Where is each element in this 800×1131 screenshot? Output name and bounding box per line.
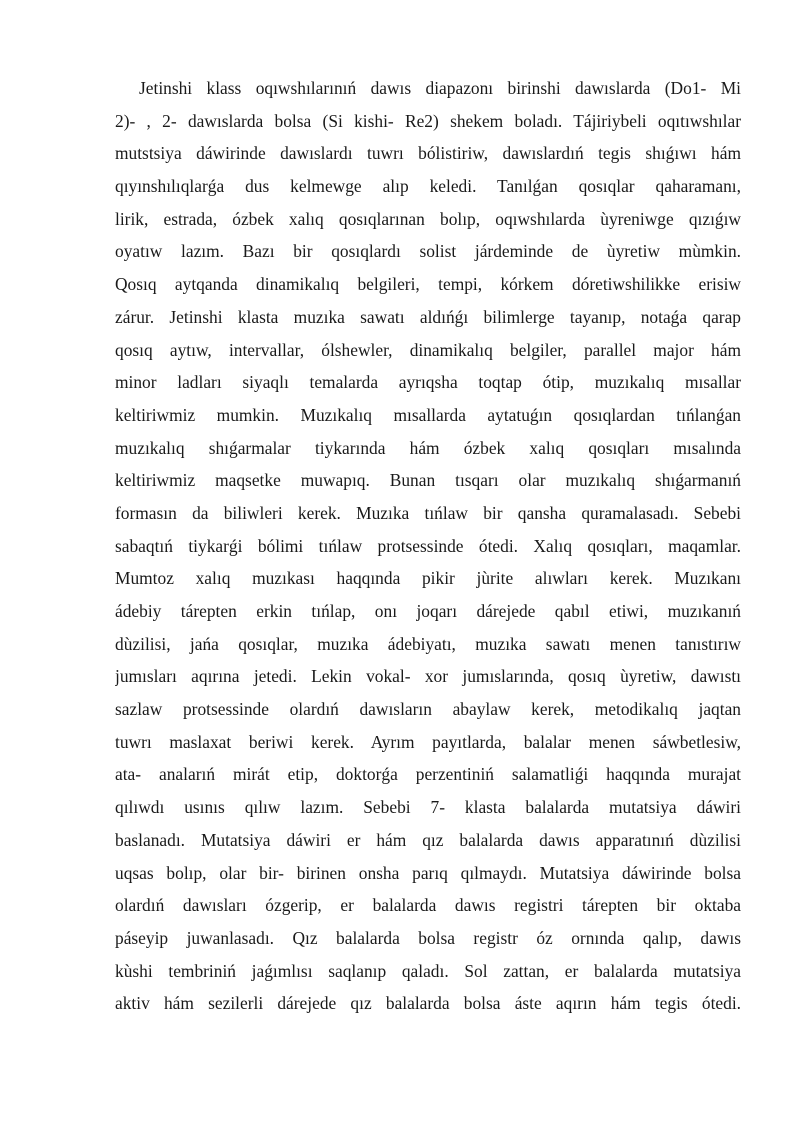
text-line: keltiriwmiz maqsetke muwapıq. Bunan tısqarı olar muzıkalıq shıǵarmanıń xyxy=(115,470,741,491)
text-line: tuwrı maslaxat beriwi kerek. Ayrım payıtlarda, balalar menen sáwbetlesiw, xyxy=(115,731,741,752)
text-line: olardıń dawısları ózgerip, er balalarda dawıs registri tárepten bir oktaba xyxy=(115,895,741,916)
body-paragraph xyxy=(115,72,741,1020)
text-line: minor ladları siyaqlı temalarda ayrıqsha toqtap ótip, muzıkalıq mısallar xyxy=(115,372,741,393)
text-line: uqsas bolıp, olar bir- birinen onsha parıq qılmaydı. Mutatsiya dáwirinde bolsa xyxy=(115,862,741,883)
text-line: oyatıw lazım. Bazı bir qosıqlardı solist járdeminde de ùyretiw mùmkin. xyxy=(115,241,741,262)
text-line: qıyınshılıqlarǵa dus kelmewge alıp keledi. Tanılǵan qosıqlar qaharamanı, xyxy=(115,176,741,197)
text-line: sabaqtıń tiykarǵi bólimi tıńlaw protsessinde ótedi. Xalıq qosıqları, maqamlar. xyxy=(115,535,741,556)
text-line: jumısları aqırına jetedi. Lekin vokal- xor jumıslarında, qosıq ùyretiw, dawıstı xyxy=(115,666,741,687)
text-line: 2)- , 2- dawıslarda bolsa (Si kishi- Re2) shekem boladı. Tájiriybeli oqıtıwshılar xyxy=(115,110,741,131)
text-line: muzıkalıq shıǵarmalar tiykarında hám ózbek xalıq qosıqları mısalında xyxy=(115,437,741,458)
text-line: sazlaw protsessinde olardıń dawısların abaylaw kerek, metodikalıq jaqtan xyxy=(115,699,741,720)
text-line: mutstsiya dáwirinde dawıslardı tuwrı bólistiriw, dawıslardıń tegis shıǵıwı hám xyxy=(115,143,741,164)
text-line: qılıwdı usınıs qılıw lazım. Sebebi 7- klasta balalarda mutatsiya dáwiri xyxy=(115,797,741,818)
text-line: ádebiy tárepten erkin tıńlap, onı joqarı dárejede qabıl etiwi, muzıkanıń xyxy=(115,601,741,621)
text-line: baslanadı. Mutatsiya dáwiri er hám qız balalarda dawıs apparatınıń dùzilisi xyxy=(115,829,741,850)
text-line: aktiv hám sezilerli dárejede qız balalarda bolsa áste aqırın hám tegis ótedi. xyxy=(115,993,741,1014)
text-line: Mumtoz xalıq muzıkası haqqında pikir jùrite alıwları kerek. Muzıkanı xyxy=(115,568,741,589)
text-line: keltiriwmiz mumkin. Muzıkalıq mısallarda aytatuǵın qosıqlardan tıńlanǵan xyxy=(115,404,741,425)
text-line: kùshi tembriniń jaǵımlısı saqlanıp qaladı. Sol zattan, er balalarda mutatsiya xyxy=(115,960,741,981)
text-line: zárur. Jetinshi klasta muzıka sawatı aldıńǵı bilimlerge tayanıp, notaǵa qarap xyxy=(115,306,741,327)
text-line: Jetinshi klass oqıwshılarınıń dawıs diapazonı birinshi dawıslarda (Do1- Mi xyxy=(139,78,741,98)
text-line: formasın da biliwleri kerek. Muzıka tıńlaw bir qansha quramalasadı. Sebebi xyxy=(115,502,741,523)
text-line: ata- analarıń mirát etip, doktorǵa perzentiniń salamatliǵi haqqında murajat xyxy=(115,764,741,785)
text-line: páseyip juwanlasadı. Qız balalarda bolsa registr óz ornında qalıp, dawıs xyxy=(115,927,741,948)
text-line: dùzilisi, jańa qosıqlar, muzıka ádebiyatı, muzıka sawatı menen tanıstırıw xyxy=(115,633,741,654)
text-line: Qosıq aytqanda dinamikalıq belgileri, tempi, kórkem dóretiwshilikke erisiw xyxy=(115,274,741,295)
text-line: lirik, estrada, ózbek xalıq qosıqlarınan bolıp, oqıwshılarda ùyreniwge qızıǵıw xyxy=(115,208,741,229)
text-line: qosıq aytıw, intervallar, ólshewler, dinamikalıq belgiler, parallel major hám xyxy=(115,339,741,360)
